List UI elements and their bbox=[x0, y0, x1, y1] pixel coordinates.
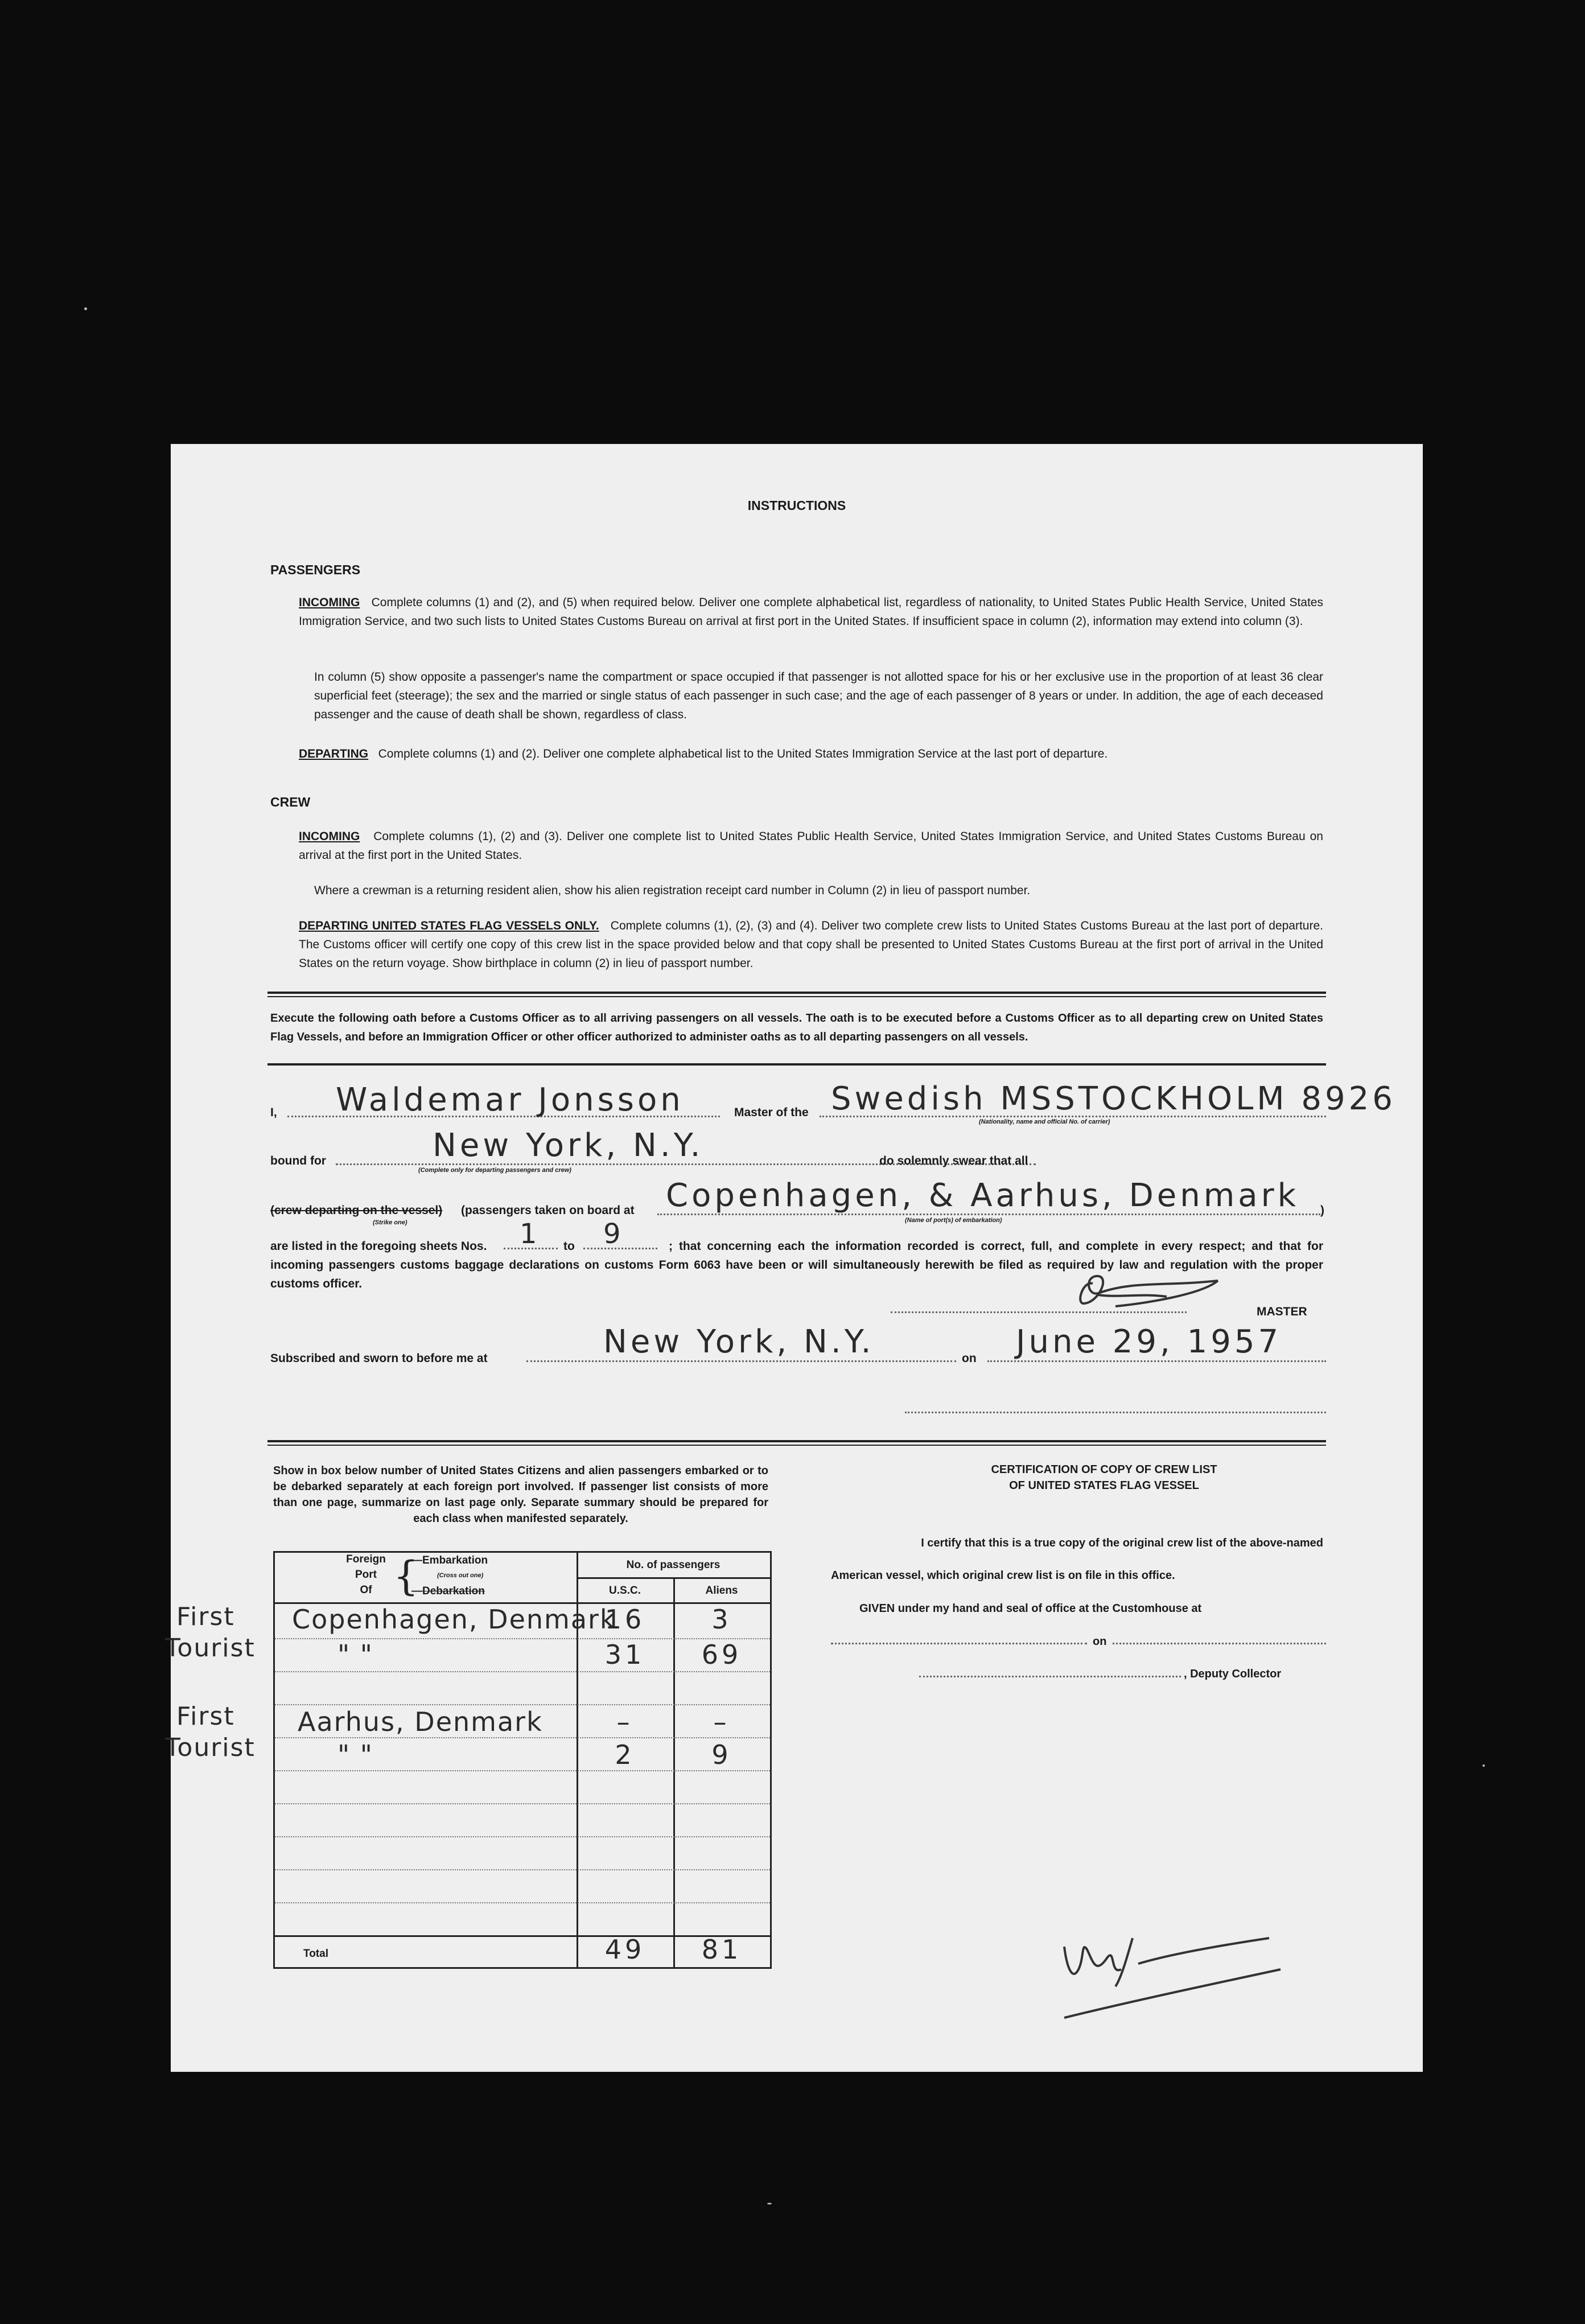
crew-incoming-label: INCOMING bbox=[299, 830, 360, 843]
row-usc: 16 bbox=[604, 1604, 645, 1635]
subscribed-label: Subscribed and sworn to before me at bbox=[270, 1352, 488, 1365]
header-foreign: Foreign bbox=[346, 1553, 386, 1565]
crew-incoming-paragraph bbox=[299, 827, 1323, 865]
blank-line bbox=[905, 1412, 1326, 1413]
row-port: " " bbox=[337, 1639, 373, 1670]
incoming-label: INCOMING bbox=[299, 596, 360, 609]
crewman-paragraph: Where a crewman is a returning resident alien, show his alien registration receipt card number in Column (2) in lieu of passport number. bbox=[314, 884, 1031, 897]
oath-intro: Execute the following oath before a Customs Officer as to all arriving passengers on all vessels. The oath is to be executed before a Customs Officer as to all departing crew on United States Flag Vessels, and before an Immigration Officer or other officer authorized to administer oaths as to all departing passengers on all vessels. bbox=[270, 1012, 1323, 1043]
header-port: Port bbox=[355, 1569, 377, 1581]
row-divider bbox=[275, 1902, 770, 1903]
row-divider bbox=[275, 1704, 770, 1705]
total-aliens: 81 bbox=[701, 1934, 742, 1965]
row-aliens: – bbox=[713, 1706, 730, 1737]
master-signature-line bbox=[891, 1311, 1187, 1313]
passengers-departing-paragraph bbox=[299, 744, 1323, 763]
row-usc: 31 bbox=[604, 1639, 645, 1670]
sworn-date-line bbox=[987, 1360, 1326, 1362]
certification-title-line2: OF UNITED STATES FLAG VESSEL bbox=[1009, 1479, 1199, 1492]
total-usc: 49 bbox=[604, 1934, 645, 1965]
crew-departing-struck: (crew departing on the vessel) bbox=[270, 1204, 443, 1217]
master-label: MASTER bbox=[1257, 1305, 1307, 1318]
crew-heading: CREW bbox=[270, 795, 311, 809]
bound-for-label: bound for bbox=[270, 1154, 326, 1167]
i-label: I, bbox=[270, 1106, 277, 1119]
sheet-from: 1 bbox=[520, 1218, 541, 1250]
customhouse-line bbox=[831, 1643, 1087, 1644]
header-brace: { bbox=[393, 1553, 419, 1599]
swear-label: do solemnly swear that all bbox=[879, 1154, 1028, 1167]
strike-one-caption: (Strike one) bbox=[373, 1219, 407, 1226]
divider bbox=[267, 1445, 1326, 1446]
scan-speck bbox=[767, 2203, 772, 2204]
header-cross-out: (Cross out one) bbox=[437, 1572, 484, 1579]
row-class: Tourist bbox=[165, 1733, 256, 1762]
column5-paragraph: In column (5) show opposite a passenger's name the compartment or space occupied if that passenger is not allotted space for his or her exclusive use in the proportion of at least 36 clear superficial feet (steerage); the sex and the married or single status of each passenger in such case; and the age of each passenger of 8 years or under. In addition, the age of each deceased passenger and the cause of death shall be shown, regardless of class. bbox=[314, 671, 1323, 721]
passengers-heading: PASSENGERS bbox=[270, 562, 361, 577]
listed-rest: ; that concerning each the information recorded is correct, full, and complete in every respect; and that for incoming passengers customs baggage declarations on customs Form 6063 have been or will simultaneously herewith be filed as required by law and regulation with the proper customs officer. bbox=[270, 1240, 1323, 1290]
header-no-passengers: No. of passengers bbox=[626, 1559, 721, 1571]
passengers-incoming-paragraph bbox=[299, 593, 1323, 631]
vessel-name: Swedish MSSTOCKHOLM 8926 bbox=[831, 1080, 1396, 1117]
column-divider bbox=[673, 1577, 675, 1967]
header-divider bbox=[577, 1577, 770, 1579]
sworn-place: New York, N.Y. bbox=[603, 1323, 875, 1360]
row-divider bbox=[275, 1671, 770, 1672]
row-usc: 2 bbox=[615, 1739, 635, 1770]
row-class: First bbox=[176, 1702, 235, 1731]
passengers-taken-label: (passengers taken on board at bbox=[461, 1204, 635, 1217]
divider bbox=[267, 1063, 1326, 1066]
scan-speck bbox=[84, 307, 87, 310]
row-divider bbox=[275, 1836, 770, 1837]
header-embarkation: —Embarkation bbox=[411, 1554, 488, 1566]
departing-label: DEPARTING bbox=[299, 747, 369, 760]
master-of-label: Master of the bbox=[734, 1106, 809, 1119]
header-aliens: Aliens bbox=[705, 1585, 738, 1597]
listed-label: are listed in the foregoing sheets Nos. bbox=[270, 1240, 487, 1253]
scan-speck bbox=[1483, 1764, 1485, 1767]
certify-text-1: I certify that this is a true copy of the original crew list of the above-named bbox=[921, 1537, 1323, 1549]
sworn-date: June 29, 1957 bbox=[1016, 1323, 1282, 1360]
official-initials bbox=[1053, 1924, 1292, 2026]
given-text: GIVEN under my hand and seal of office at the Customhouse at bbox=[859, 1602, 1202, 1615]
departing-text: Complete columns (1) and (2). Deliver one complete alphabetical list to the United States Immigration Service at the last port of departure. bbox=[378, 747, 1108, 760]
certify-text-2: American vessel, which original crew list is on file in this office. bbox=[831, 1569, 1175, 1582]
incoming-text: Complete columns (1) and (2), and (5) when required below. Deliver one complete alphabetical list, regardless of nationality, to United States Public Health Service, United States Immigration Service, and two such lists to United States Customs Bureau on arrival at first port in the United States. If insufficient space in column (2), information may extend into column (3). bbox=[299, 596, 1323, 628]
document-page bbox=[165, 444, 1423, 2072]
row-class: Tourist bbox=[165, 1634, 256, 1663]
close-paren: ) bbox=[1320, 1204, 1324, 1217]
total-label: Total bbox=[303, 1948, 328, 1960]
row-divider bbox=[275, 1770, 770, 1771]
passenger-summary-table bbox=[273, 1551, 772, 1969]
master-name: Waldemar Jonsson bbox=[336, 1081, 684, 1118]
cert-date-line bbox=[1113, 1643, 1326, 1644]
certification-title-line1: CERTIFICATION OF COPY OF CREW LIST bbox=[991, 1463, 1217, 1476]
row-port: " " bbox=[337, 1739, 373, 1770]
bound-for-value: New York, N.Y. bbox=[433, 1127, 704, 1164]
divider bbox=[267, 996, 1326, 997]
crew-departing-label: DEPARTING UNITED STATES FLAG VESSELS ONLY. bbox=[299, 919, 599, 932]
row-port: Copenhagen, Denmark bbox=[292, 1604, 616, 1635]
header-foreign-port-of bbox=[337, 1552, 394, 1598]
instructions-heading: INSTRUCTIONS bbox=[747, 498, 846, 513]
embarkation-ports: Copenhagen, & Aarhus, Denmark bbox=[666, 1177, 1300, 1214]
crew-departing-paragraph bbox=[299, 916, 1323, 973]
header-debarkation: —Debarkation bbox=[411, 1585, 485, 1597]
master-signature bbox=[1030, 1264, 1269, 1315]
sworn-on-label: on bbox=[962, 1352, 977, 1365]
row-usc: – bbox=[616, 1706, 633, 1737]
header-of: Of bbox=[360, 1584, 372, 1596]
row-divider bbox=[275, 1803, 770, 1804]
summary-instructions: Show in box below number of United States Citizens and alien passengers embarked or to be debarked separately at each foreign port involved. If passenger list consists of more than one page, summarize on last page only. Separate summary should be prepared for each class when manifested separately. bbox=[273, 1465, 768, 1525]
crew-departing-text: Complete columns (1), (2), (3) and (4). Deliver two complete crew lists to United States Customs Bureau at the last port of departure. The Customs officer will certify one copy of this crew list in the space provided below and that copy shall be presented to United States Customs Bureau at the first port of arrival in the United States on the return voyage. Show birthplace in column (2) in lieu of passport number. bbox=[299, 919, 1323, 970]
deputy-signature-line bbox=[919, 1676, 1181, 1677]
row-divider bbox=[275, 1737, 770, 1738]
header-usc: U.S.C. bbox=[609, 1585, 641, 1597]
bound-for-caption: (Complete only for departing passengers and crew) bbox=[418, 1167, 571, 1174]
certification-title bbox=[931, 1462, 1278, 1494]
divider bbox=[267, 1440, 1326, 1442]
crew-incoming-text: Complete columns (1), (2) and (3). Deliver one complete list to United States Public Health Service, United States Immigration Service, and United States Customs Bureau on arrival at the first port in the United States. bbox=[299, 830, 1323, 862]
to-label: to bbox=[563, 1240, 575, 1253]
divider bbox=[267, 992, 1326, 994]
header-embark-debark bbox=[411, 1553, 488, 1599]
sheet-to: 9 bbox=[603, 1218, 624, 1250]
row-port: Aarhus, Denmark bbox=[298, 1706, 543, 1737]
row-aliens: 69 bbox=[701, 1639, 742, 1670]
deputy-collector-label: , Deputy Collector bbox=[1184, 1668, 1282, 1680]
ports-caption: (Name of port(s) of embarkation) bbox=[905, 1217, 1002, 1224]
row-aliens: 9 bbox=[711, 1739, 732, 1770]
vessel-caption: (Nationality, name and official No. of carrier) bbox=[979, 1118, 1110, 1125]
row-class: First bbox=[176, 1602, 235, 1631]
row-divider bbox=[275, 1869, 770, 1870]
row-aliens: 3 bbox=[711, 1604, 732, 1635]
sworn-place-line bbox=[526, 1360, 956, 1362]
cert-on-label: on bbox=[1093, 1635, 1107, 1648]
